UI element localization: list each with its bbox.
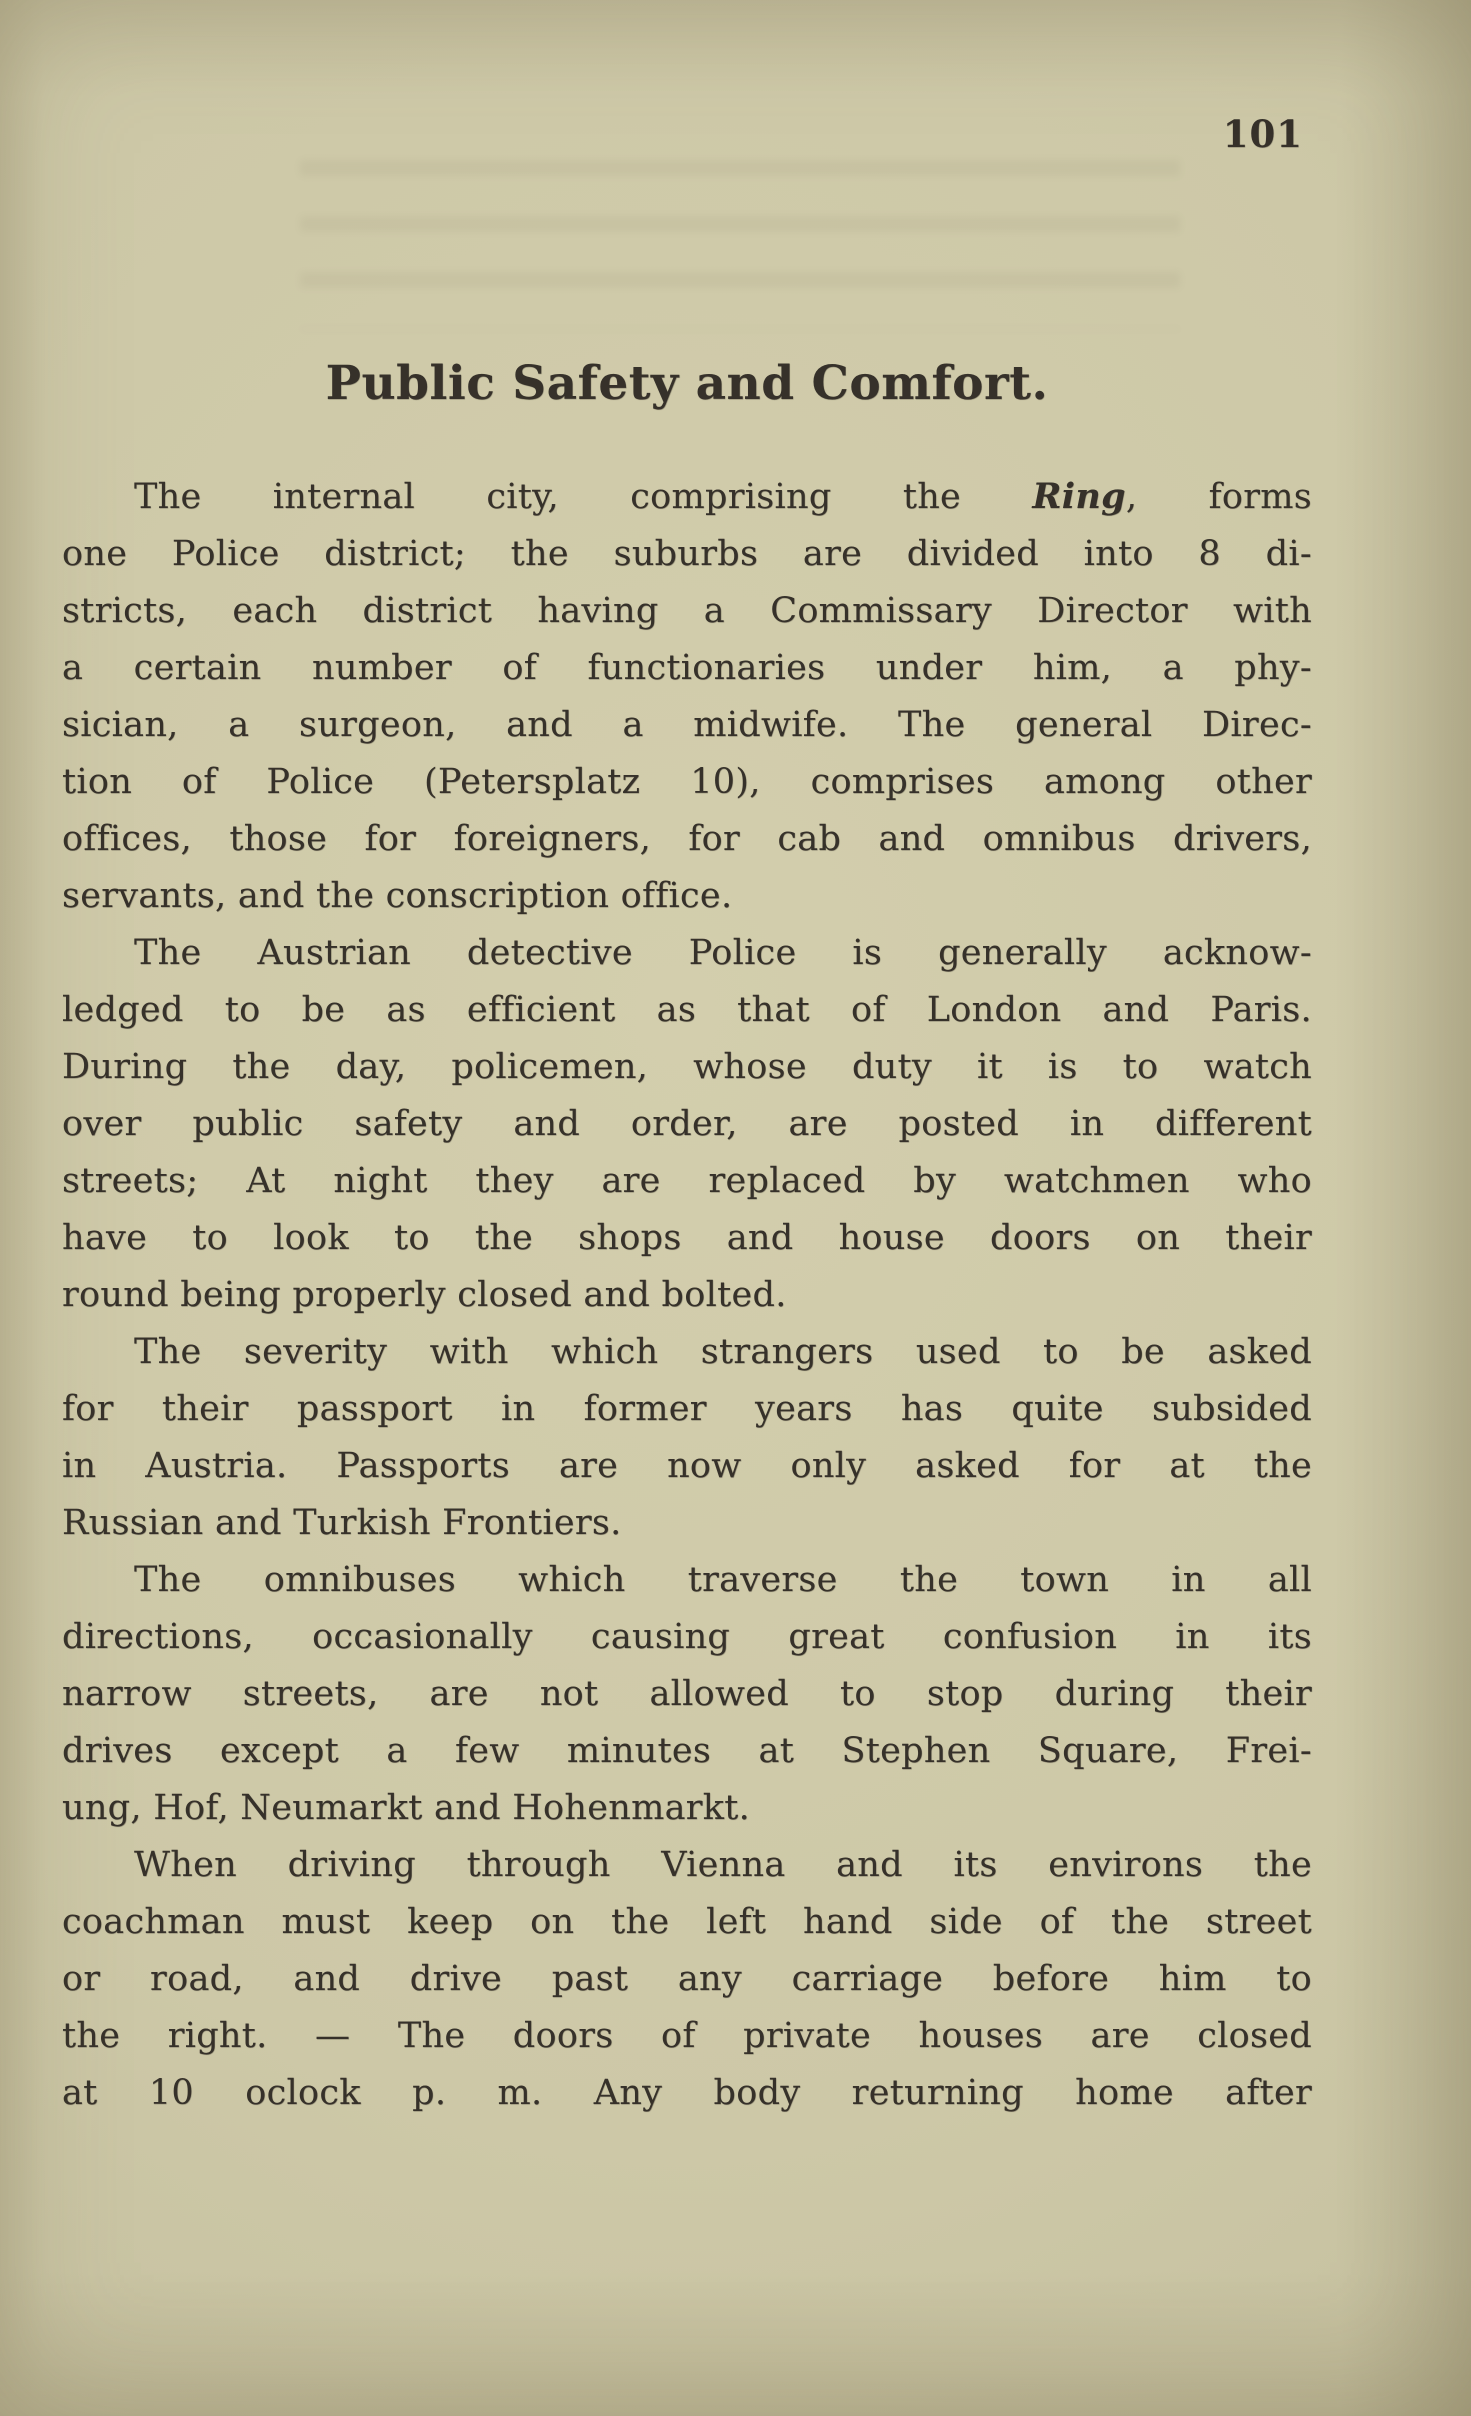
text-line: tion of Police (Petersplatz 10), comprises among other — [62, 762, 1312, 802]
text-line: When driving through Vienna and its environs the — [134, 1845, 1312, 1885]
page-number: 101 — [1222, 112, 1303, 156]
text-run: , forms — [1125, 477, 1313, 517]
text-run-italic: Ring — [1032, 476, 1126, 517]
text-line: During the day, policemen, whose duty it is to watch — [62, 1047, 1312, 1087]
text-line: have to look to the shops and house doors on their — [62, 1218, 1312, 1258]
text-line: Russian and Turkish Frontiers. — [62, 1503, 622, 1543]
text-line: coachman must keep on the left hand side of the street — [62, 1902, 1312, 1942]
text-line: stricts, each district having a Commissary Director with — [62, 591, 1312, 631]
text-line: narrow streets, are not allowed to stop during their — [62, 1674, 1312, 1714]
text-line: offices, those for foreigners, for cab and omnibus drivers, — [62, 819, 1312, 859]
page-title: Public Safety and Comfort. — [325, 356, 1049, 411]
text-line: The severity with which strangers used to be asked — [134, 1332, 1312, 1372]
text-line: ledged to be as efficient as that of London and Paris. — [62, 990, 1312, 1030]
text-line: round being properly closed and bolted. — [62, 1275, 787, 1315]
text-line: at 10 oclock p. m. Any body returning home after — [62, 2073, 1312, 2113]
text-block — [62, 468, 1312, 2122]
text-line: sician, a surgeon, and a midwife. The general Direc- — [62, 705, 1312, 745]
text-line: The omnibuses which traverse the town in all — [134, 1560, 1312, 1600]
text-line: in Austria. Passports are now only asked for at the — [62, 1446, 1312, 1486]
text-line: The Austrian detective Police is generally acknow- — [134, 933, 1312, 973]
text-line: ung, Hof, Neumarkt and Hohenmarkt. — [62, 1788, 751, 1828]
bleed-through-artifact — [300, 140, 1180, 330]
text-line — [62, 468, 1312, 526]
text-line: for their passport in former years has quite subsided — [62, 1389, 1312, 1429]
text-line: directions, occasionally causing great confusion in its — [62, 1617, 1312, 1657]
text-line: the right. — The doors of private houses are closed — [62, 2016, 1312, 2056]
text-line: drives except a few minutes at Stephen Square, Frei- — [62, 1731, 1312, 1771]
text-run: The internal city, comprising the — [134, 477, 1033, 517]
text-line: servants, and the conscription office. — [62, 876, 733, 916]
text-line: one Police district; the suburbs are divided into 8 di- — [62, 534, 1312, 574]
text-line: streets; At night they are replaced by watchmen who — [62, 1161, 1312, 1201]
text-line: or road, and drive past any carriage before him to — [62, 1959, 1312, 1999]
text-line: a certain number of functionaries under him, a phy- — [62, 648, 1312, 688]
text-line: over public safety and order, are posted in different — [62, 1104, 1312, 1144]
